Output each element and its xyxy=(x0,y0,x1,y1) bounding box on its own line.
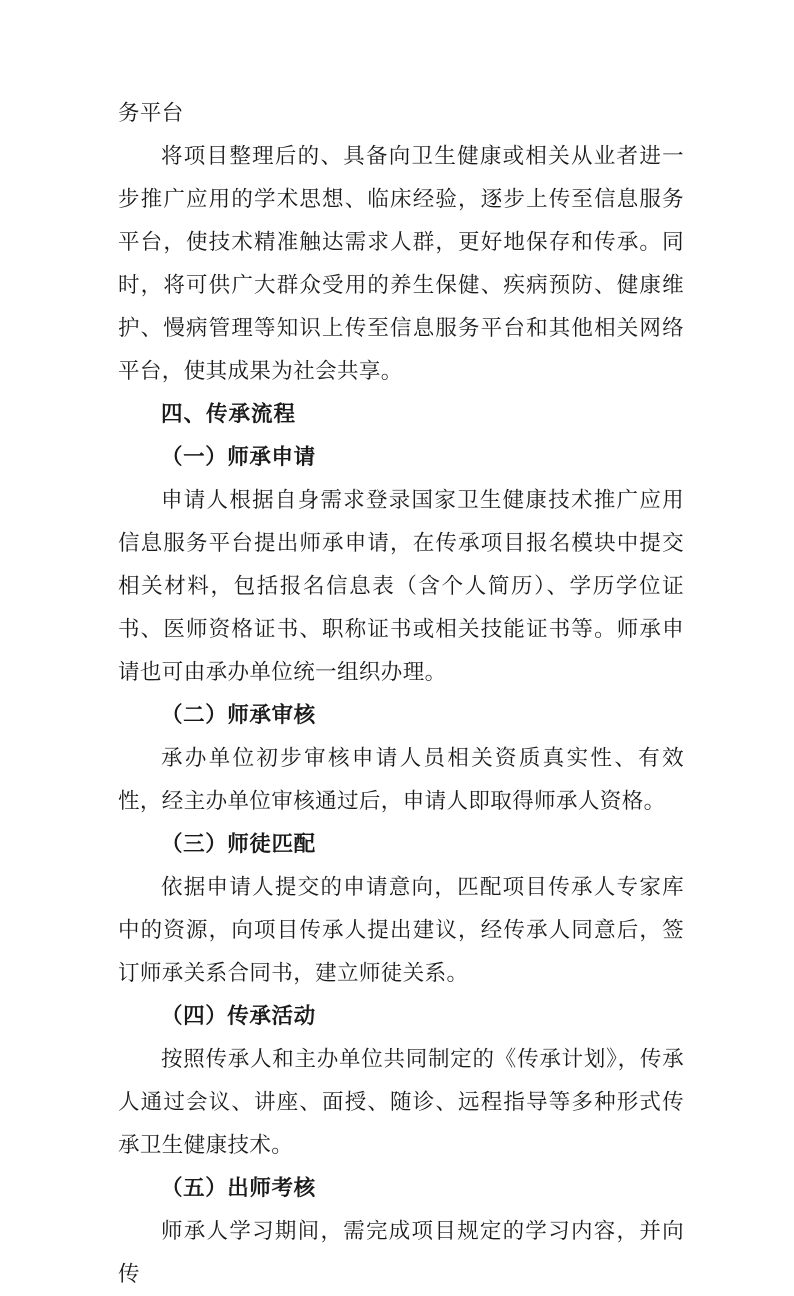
paragraph-apprenticeship-review: 承办单位初步审核申请人员相关资质真实性、有效性，经主办单位审核通过后，申请人即取得师承人资格。 xyxy=(118,746,684,814)
subheading-apprenticeship-review: （二）师承审核 xyxy=(161,703,316,728)
section-heading-inheritance-process: 四、传承流程 xyxy=(161,402,297,427)
subheading-inheritance-activities: （四）传承活动 xyxy=(161,1004,316,1029)
paragraph-apprenticeship-application: 申请人根据自身需求登录国家卫生健康技术推广应用信息服务平台提出师承申请，在传承项目报名模块中提交相关材料，包括报名信息表（含个人简历）、学历学位证书、医师资格证书、职称证书或相关技能证书等。师承申请也可由承办单位统一组织办理。 xyxy=(118,488,684,685)
subheading-apprenticeship-application: （一）师承申请 xyxy=(161,445,316,470)
paragraph-platform-upload: 将项目整理后的、具备向卫生健康或相关从业者进一步推广应用的学术思想、临床经验，逐步上传至信息服务平台，使技术精准触达需求人群，更好地保存和传承。同时，将可供广大群众受用的养生保健、疾病预防、健康维护、慢病管理等知识上传至信息服务平台和其他相关网络平台，使其成果为社会共享。 xyxy=(118,144,684,384)
paragraph-graduation-assessment: 师承人学习期间，需完成项目规定的学习内容，并向传 xyxy=(118,1219,684,1287)
paragraph-continuation: 务平台 xyxy=(118,101,184,126)
subheading-graduation-assessment: （五）出师考核 xyxy=(161,1176,316,1201)
paragraph-mentor-matching: 依据申请人提交的申请意向，匹配项目传承人专家库中的资源，向项目传承人提出建议，经传承人同意后，签订师承关系合同书，建立师徒关系。 xyxy=(118,875,684,986)
document-body xyxy=(118,92,684,1296)
subheading-mentor-matching: （三）师徒匹配 xyxy=(161,832,316,857)
paragraph-inheritance-activities: 按照传承人和主办单位共同制定的《传承计划》，传承人通过会议、讲座、面授、随诊、远程指导等多种形式传承卫生健康技术。 xyxy=(118,1047,684,1158)
